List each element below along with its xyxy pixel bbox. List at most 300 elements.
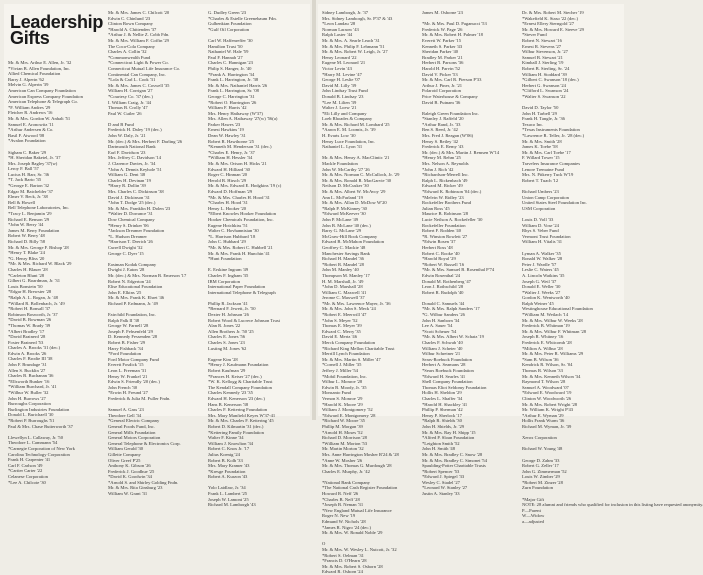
donor-entry: Lucius H. Barr, Sr. '36 [8, 171, 50, 177]
donor-entry: *General Electric Company [108, 418, 160, 424]
donor-entry: Charles S. Jones '23 [208, 340, 245, 346]
donor-entry: *Albert Bradley '17 [8, 328, 45, 334]
donor-entry: Mr. & Mrs. George F. Bishop '28 [8, 244, 69, 250]
donor-entry: Robert B. Fisher '29 [108, 340, 146, 346]
donor-entry: Philip S. Hanger, Jr. '40 [208, 65, 252, 71]
donor-entry: Barry J. Alperin '62 [8, 76, 45, 82]
donor-entry: Wilbur Schreiner '21 [422, 351, 461, 357]
donor-entry: *Harrison T. Drerich '26 [108, 239, 153, 245]
donor-entry: David D. Taylor '50 [522, 105, 559, 111]
donor-entry: *Cartier Carter '22 [8, 468, 43, 474]
donor-entry: Mrs. Allen A. Hathaway '27(w) '56(a) [208, 116, 278, 122]
donor-entry: Edward H. Kenerson '23 (dec.) [208, 395, 265, 401]
donor-entry: *Anne W. Mosher '26 [322, 457, 363, 463]
donor-entry: *Harold Royal '29 [422, 256, 456, 262]
donor-entry: F. Willard Tower '15 [522, 155, 560, 161]
donor-entry: *Milton A. Wilbur '28 [522, 345, 563, 351]
donor-entry: Thomas Eliot Seldomy Foundation [422, 384, 487, 390]
donor-entry: Henry L. Hooker '20 [208, 205, 247, 211]
donor-entry: Merrill Lynch Foundation [322, 351, 370, 357]
donor-column-3 [208, 10, 307, 508]
donor-entry: *Mobil Foundation, Inc. [322, 373, 367, 379]
donor-entry: Hollis Frank Wurm '36 [522, 418, 565, 424]
donor-entry: Elise Educational Foundation [108, 284, 163, 290]
donor-entry: Theodore L. Cammann '54 [8, 440, 58, 446]
donor-entry: Mr. & Mrs. Ray H. Shipp '15 [422, 429, 476, 435]
donor-entry: George W. Farnell '28 [108, 323, 149, 329]
donor-entry: *Kresge Foundation [208, 468, 246, 474]
donor-entry: Edmund W. Nichols '28 [322, 519, 366, 525]
donor-entry: Vermont Trust Foundation [522, 233, 571, 239]
donor-entry: Eastman Kodak Company [108, 261, 157, 267]
donor-entry: J. Clarence Davies, Jr. '34 [108, 161, 156, 167]
donor-entry: Frank L. Harrington, Sr. '08 [208, 88, 259, 94]
donor-entry: Dexter H. Johnson '26 [208, 312, 249, 318]
donor-entry: Vernon S. Monroe '29 [322, 395, 363, 401]
donor-entry: *John T. Dodge '25 (dec.) [108, 200, 156, 206]
donor-entry: Thomas E. Meyer '39 [322, 323, 362, 329]
donor-entry: *Robert R. Mandel '28 [322, 261, 364, 267]
donor-entry: Robert N. Edgerton '24 [108, 278, 151, 284]
donor-entry: *Lee M. Lilien '39 [322, 99, 357, 105]
donor-entry: *Harold K. Moore '29 [322, 401, 363, 407]
donor-entry: Merck Company Foundation [322, 340, 376, 346]
donor-column-6 [522, 10, 703, 525]
donor-entry: Jeffrey J. Miller '54 [322, 368, 358, 373]
donor-entry: The Coca-Cola Company [108, 43, 155, 49]
donor-entry: *Carnegie Corporation of New York [8, 445, 75, 451]
donor-entry: Robert D. Kilmartin '31 (dec.) [208, 423, 264, 429]
donor-entry: *Charles B. Neff '28 [322, 496, 360, 502]
donor-entry: James M. Berry Foundation [8, 227, 60, 233]
donor-entry: Robert Wood & Lucrece Johnson Trust [208, 317, 280, 323]
donor-entry: Ben S. Reed, Jr. '42 [422, 127, 458, 133]
donor-entry: Lyman A. Walker '35 [522, 250, 561, 256]
donor-entry: Robert C. Rooke '40 [422, 250, 460, 256]
page-title [10, 14, 103, 46]
donor-entry: *Mr. & Mrs. Paul D. Paganucci '53 [422, 21, 487, 27]
donor-entry: Robert B. Kolb '33 [208, 457, 243, 463]
donor-entry: Hooker Chemicals Foundation, Inc. [208, 216, 274, 222]
donor-entry: Currell Dwight '32 [108, 244, 143, 250]
donor-entry: Frederick E. Remy '43 [422, 144, 464, 150]
donor-entry: Mrs. Mary Manfield Keyes W'37-41 [208, 412, 276, 418]
donor-entry: Herbert A. Seamans '28 [422, 362, 466, 368]
donor-entry: Mr. (dec.) & Mrs. Martin J. Remsen W'14 [422, 149, 500, 155]
donor-entry: *Gulf Oil Corporation [208, 26, 250, 32]
donor-entry: Edward B. McMahon Foundation [322, 239, 385, 245]
donor-entry: Mr. & Mrs. Charles F. Kettering '45 [208, 418, 274, 424]
donor-entry: *Arthur E. Wyman '29 [522, 412, 564, 418]
donor-entry: Bradley M. Parker '21 [422, 54, 463, 60]
donor-entry: *Robert M. Zinzer '28 [522, 479, 563, 485]
donor-entry: Mrs. N. Pitkerry Tuck W'19 [522, 172, 574, 178]
donor-entry: *Richardson-Merrell Inc. [422, 172, 469, 178]
donor-entry: Melvin G. Alperin '39 [8, 82, 49, 88]
donor-entry: John G. Zimmerman '52 [522, 468, 567, 474]
donor-entry: Robert F. Rodden '40 [422, 228, 461, 234]
donor-entry: William J. Montgomery '52 [322, 407, 373, 413]
donor-entry: Gordon K. Wentworth '40 [522, 295, 570, 301]
donor-entry: Mr. & Mrs. Richard M. Lombard '25 [322, 121, 390, 127]
donor-entry: *Elbert Knowles Hooker Foundation [208, 211, 277, 217]
donor-entry: Henry Luce Foundation, Inc. [322, 138, 376, 144]
donor-entry: Mr. & Mrs. James C. Coswell '35 [108, 82, 170, 88]
donor-entry: Polaroid Corporation [422, 88, 461, 94]
donor-entry: *Joseph B. Neman '31 [322, 502, 364, 508]
donor-entry: Robert C. Knox Jr. '17 [208, 446, 250, 452]
donor-entry: Wesley C. Stadel '27 [422, 479, 460, 485]
donor-entry: Charles E. Murphy, Jr. '42 [322, 468, 370, 474]
donor-entry: *New England Mutual Life Insurance [322, 507, 392, 513]
donor-entry: William J. Scheier '40 [422, 345, 463, 351]
donor-entry: Mr. & Mrs. Bradley C. Snow '28 [422, 451, 483, 457]
donor-entry: Rhys S. Veber Fund [522, 228, 559, 234]
donor-entry: Edward H. Hilliard '30 [208, 166, 250, 172]
donor-entry: Price Waterhouse & Company [422, 93, 478, 99]
donor-entry: Julius Koenig '24 [208, 451, 240, 457]
donor-entry: *Stever Fund [522, 32, 547, 38]
donor-entry: Yolo Laidlaw, Jr. '34 [208, 485, 246, 491]
donor-entry: John P. McLane '49 [322, 216, 359, 222]
donor-entry: *Wilbur W. Buller '32 [8, 390, 49, 396]
donor-entry: D. Kennedy Fessenden '28 [108, 334, 158, 340]
donor-entry: *H. Sheridan Baketel, Jr. '37 [8, 155, 61, 161]
donor-entry: *Frank A. Harrington '34 [208, 71, 255, 77]
donor-entry: Kimball J. Sterling '19 [522, 60, 564, 66]
donor-entry: Harold H. Parvin '52 [422, 65, 461, 71]
donor-entry: Sidney Lamborgh, Jr. '37 [322, 10, 369, 15]
donor-entry: Herbert Ross '48 [422, 244, 453, 250]
donor-entry: Parker Hawes '23 [208, 121, 241, 127]
donor-entry: General Telephone & Electronics Corp. [108, 440, 181, 446]
donor-entry: *Robert W. Russell '16 [422, 261, 465, 267]
donor-entry: *Harry M. Levine '47 [322, 71, 362, 77]
donor-entry: W—Widow [522, 513, 545, 519]
donor-entry: Robert N. Stewart '16 [522, 37, 562, 43]
donor-entry: *G. Wilbur Sanders '26 [422, 312, 465, 318]
donor-entry: Walter J. Loew '21 [322, 105, 357, 111]
donor-entry: Mr. & Mrs. Robert S. Osborn '28 [322, 563, 383, 569]
donor-entry: Louis D. Voll '33 [522, 216, 554, 222]
donor-entry: John C. Hubbard '29 [208, 239, 246, 245]
donor-entry: NOTE: 28 alumni and friends who qualified for inclusion in this listing have requested anonymity. [522, 502, 703, 508]
donor-entry: *Ellsworth Bunker '16 [8, 378, 50, 384]
donor-entry: Frank L. Lambert '25 [208, 491, 248, 497]
donor-entry: American Express Company Foundation [8, 93, 83, 99]
donor-entry: Gulbenkian Foundation [208, 21, 252, 27]
donor-entry: Geoffrey C. Mackie '48 [322, 244, 366, 250]
donor-entry: William W. Grant '31 [108, 491, 148, 497]
donor-entry: Zurn Foundation [522, 485, 554, 491]
donor-entry: Eugene Kim '28 [208, 356, 238, 362]
donor-entry: Mr. & Mrs. Nathaniel Harris '26 [208, 82, 268, 88]
donor-entry: Travelers Insurance Companies [522, 161, 581, 167]
donor-entry: *Henry S. Drinker '06 [108, 222, 149, 228]
donor-entry: Robert W. Berry '48 [8, 233, 45, 239]
donor-entry: William J. Knowlton '34 [208, 440, 254, 446]
donor-entry: Robert G. Zeller '17 [522, 463, 559, 469]
donor-entry: Mr. & Mrs. W. Wesley L. Nutcott, Jr. '32 [322, 547, 397, 552]
donor-entry: William H. Corrigan '27 [108, 88, 153, 94]
donor-entry: Richard H. Mandel '36 [322, 256, 364, 262]
donor-entry: *Lola & Carl L. Cook '31 [108, 77, 156, 83]
donor-entry: *Mr. & Mrs. Richard W. Black '29 [8, 261, 72, 267]
donor-entry: Robert B. Sterling, Sr. '24 [522, 65, 570, 71]
donor-entry: *L. Hudson Dreamer [108, 233, 147, 239]
donor-entry: John M. Manley '40 [322, 267, 359, 273]
donor-entry: Fletcher R. Andrews '16 [8, 110, 53, 116]
donor-entry: Charles F. Kettering Foundation [208, 407, 268, 413]
donor-entry: Mr. & Mrs. A. Searle Leach '31 [322, 37, 380, 43]
donor-entry: *Ralph P. McKinney '30 [322, 205, 367, 211]
donor-entry: Allen Brothers Jr. '50 '25 [208, 328, 254, 334]
donor-entry: *Edward E. Montgomery '28 [322, 412, 376, 418]
donor-entry: Richard D. Morrison '28 [322, 435, 367, 441]
donor-entry: Mr. & Mrs. Gordon W. Anhalt '51 [8, 115, 71, 121]
donor-entry: *Robert H. Bonsall '37 [8, 306, 51, 312]
donor-entry: *Edgar H. Brewster '28 [8, 289, 52, 295]
donor-entry: Ernest R. Stevens '27 [522, 43, 562, 49]
donor-entry: Edwin S. Friendly '20 (dec.) [108, 379, 160, 385]
donor-entry: Joseph G. Weil '37 [522, 278, 557, 284]
donor-entry: Continental Can Company, Inc. [108, 71, 167, 77]
donor-entry: William D. Vose '24 [522, 222, 559, 228]
donor-entry: Robert T. Tuach '12 [522, 177, 559, 183]
donor-entry: Mrs. Sidney Lamborgh, Sr. P'37 & '43 [322, 15, 393, 21]
donor-entry: Charles E. Jones '56 [208, 334, 246, 340]
donor-entry: American Can Company Foundation [8, 87, 76, 93]
donor-entry: *Mr. & Mrs. Robert C. Hubbell '21 [208, 244, 273, 250]
donor-entry: *Sears Roebuck Foundation [422, 368, 474, 373]
donor-entry: Ford Motor Company Fund [108, 356, 159, 362]
donor-entry: *Texas Instruments Foundation [522, 127, 580, 133]
donor-entry: Mr. & Mrs. Wilbur W. Weeks '28 [522, 317, 583, 323]
donor-entry: Ralph Laster '44 [322, 32, 353, 38]
donor-entry: *Robert O. Harrington '26 [208, 99, 257, 105]
donor-entry: *Willard R. Bollenbach, Jr. '49 [8, 300, 65, 306]
donor-entry: Wilbur L. Monroe '28 [322, 379, 363, 385]
donor-entry: *Harold A. Chittenden '37 [108, 26, 157, 32]
donor-entry: *Bernard F. Jewett, Jr. '50 [208, 306, 256, 312]
donor-entry: Barry G. McLane '29 [322, 228, 362, 234]
donor-entry: Richard W. Young '48 [522, 446, 563, 452]
donor-entry: Monsanto Fund [322, 390, 351, 396]
donor-entry: John F. Brundage '31 [8, 362, 47, 368]
donor-entry: *Walter J. Weeks '27 [522, 289, 561, 295]
donor-entry: *Henry M. Rehm '25 [422, 155, 461, 161]
donor-entry: Everett Fosdick '15 [108, 362, 144, 368]
donor-entry: E. Erskine Ingram '49 [208, 267, 249, 273]
donor-entry: *John D. Marshall '28 [322, 284, 363, 290]
donor-entry: Charles L. Shaffer '34 [422, 395, 463, 401]
donor-entry: General Mills Foundation [108, 429, 156, 435]
donor-entry: *Ernest Ellery Sterngold '27 [522, 21, 574, 27]
donor-entry: Frederick B. Whitman '19 [522, 323, 570, 329]
donor-entry: *T. Jack Barto '35 [8, 177, 42, 183]
donor-entry: Jerome C. Maxwell '37 [322, 295, 365, 301]
donor-entry: Frank H. Carpenter '41 [8, 457, 51, 463]
donor-entry: George H. Leslie '07 [322, 77, 360, 83]
donor-entry: William F. Harris '42 [208, 105, 247, 111]
donor-entry: Mr. & Mrs. Robert H. Palmer '18 [422, 32, 483, 38]
donor-entry: Frederick E. Whitcomb '28 [522, 340, 572, 346]
donor-entry: Kenneth S. Parker '43 [422, 43, 463, 49]
donor-entry: Sheridan Parker '40 [422, 49, 459, 55]
donor-entry: *Avalon Foundation [8, 138, 46, 144]
donor-entry: *G. Henry Bliss '20 [8, 255, 45, 261]
donor-entry: Alan R. Jones '22 [208, 323, 241, 329]
donor-entry: *Robert E. Meerwill '47 [322, 312, 367, 318]
donor-entry: Mr. & Mrs. Wilbur F. Whitman '28 [522, 328, 587, 334]
donor-column-1 [8, 60, 107, 485]
donor-entry: Mr. & Mrs. Martin S. Miller '47 [322, 356, 381, 362]
donor-entry: Richard M. Lamborgh '43 [208, 502, 256, 508]
donor-entry: *Aaron E. M. Loomis, Jr. '39 [322, 127, 376, 133]
donor-column-2 [108, 10, 207, 497]
donor-entry: Donald B. Lindsay '23 [322, 93, 364, 99]
donor-entry: John W. Daly, Jr. '21 [108, 133, 146, 139]
donor-entry: Edwin Rosenthal '24 [422, 272, 461, 278]
donor-entry: Mr. (dec.) & Mrs. Herbert F. Darling '26 [108, 138, 183, 144]
donor-entry: Charles A. Brooks '31 (dec.) [8, 345, 61, 351]
donor-entry: Paul W. Cutler '26 [108, 110, 142, 116]
donor-column-4 [322, 10, 421, 575]
left-page [4, 4, 310, 508]
donor-entry: Donald M. Rothenberg '47 [422, 278, 471, 284]
donor-entry: *Walter D. Dorrance '31 [108, 211, 153, 217]
donor-entry: Victor Levin '43 [322, 65, 352, 71]
donor-entry: *Sam B. Wilson '36 [522, 356, 559, 362]
donor-entry: John H. Smith '48 [422, 446, 455, 452]
donor-entry: John H. Shields, Jr. '29 [422, 423, 465, 429]
donor-entry: *Charles & Estelle Greenebaum Fdn. [208, 15, 277, 21]
donor-entry: *Jackson Dreamer Foundation [108, 228, 165, 234]
donor-entry: *David Brainerd '28 [8, 334, 46, 340]
donor-entry: John W. McCarthy '27 '26 [322, 166, 370, 172]
donor-entry: Herbert G. Swanson '24 [522, 82, 566, 88]
right-page [318, 4, 703, 575]
donor-entry: *Connecticut Light & Power Co. [108, 60, 169, 66]
donor-entry: Xerox Corporation [522, 435, 557, 441]
donor-entry: Ernest Hawkins '19 [208, 127, 244, 133]
donor-entry: *Charles E. Henry, Jr. '37 [208, 149, 255, 155]
donor-entry: *Edward J. Spiegel '33 [422, 474, 465, 480]
donor-entry: *Henry T. Blake '24 [8, 250, 45, 256]
title-line-2: Gifts [10, 28, 50, 48]
donor-entry: I. William Craig, Jr. '44 [108, 99, 152, 105]
donor-entry: Lee A. Sauer '54 [422, 323, 453, 329]
donor-entry: *Richard W. Moore '35 [322, 418, 365, 424]
donor-entry: *Cornell J. Miller '35 [322, 362, 362, 368]
donor-entry: Leslie C. Waters '45 [522, 267, 559, 273]
donor-entry: *Leon Landau '28 [322, 21, 356, 27]
donor-entry: Joseph R. Whitney '16 [522, 334, 564, 340]
donor-entry: Theodore Gell '34 [108, 412, 142, 418]
donor-entry: Frederick W. Page '26 [422, 26, 463, 32]
donor-entry: Mr. & Mrs. Norman C. McCulloch, Jr. '29 [322, 172, 400, 178]
donor-entry: *Arnold S. and Shirley Golding Fndn. [108, 479, 179, 485]
donor-entry: Eugene Hotchkiss '51 [208, 222, 248, 228]
donor-entry: *Mr. & Mrs. Ralph Sanders '17 [422, 306, 480, 312]
donor-entry: Nathaniel L. Lyon '31 [322, 144, 363, 150]
donor-entry: Charles H. Blauer '28 [8, 266, 48, 272]
donor-entry: Neilson D. McCusker '30 [322, 183, 369, 189]
donor-entry: *William H. Hessler '34 [208, 155, 253, 161]
donor-entry: Edwin A. Brooks '26 [8, 350, 47, 356]
donor-entry: Oliver Greef P'25 [108, 457, 141, 463]
donor-entry: Mrs. Fred J. Reagan (W'06) [422, 133, 474, 139]
donor-entry: International Telephone & Telegraph [208, 289, 276, 295]
donor-entry: Ralph Weiner '45 [522, 300, 554, 306]
donor-entry: Clinton Bown Company [108, 21, 153, 27]
donor-entry: Mr. & Mrs. W. Ronald Noble '29 [322, 530, 383, 536]
donor-entry: *Wakefield K. Staso '22 (dec.) [522, 15, 579, 21]
donor-entry: International Paper Foundation [208, 284, 266, 290]
donor-entry: Bell & Howell [8, 199, 36, 205]
donor-entry: Charles B. Buchanan '36 [8, 373, 54, 379]
donor-entry: Mrs. Charles C. Dickinson '38 [108, 189, 164, 194]
donor-entry: General Foods Fund, Inc. [108, 423, 155, 429]
donor-entry: Manchester Savings Bank [322, 250, 370, 256]
donor-entry: Charles Kennedy '23 '35 [208, 390, 253, 396]
donor-entry: Carl W. Haffenreffer '30 [208, 37, 253, 43]
donor-entry: H. Evarts Low '30 [322, 133, 356, 139]
donor-entry: James K. Toebe '58 [522, 144, 558, 150]
donor-entry: *Hunt Foundation [208, 256, 242, 262]
donor-entry: Mr. William K. Wright P'43 [522, 407, 574, 413]
donor-entry: David B. Putnam '36 [422, 99, 461, 105]
donor-entry: Mackle Foundation [322, 161, 358, 167]
donor-entry: *Arthur Rand, Jr. '33 [422, 121, 461, 127]
donor-entry: Mr. & Mrs. William F. Coffin '29 [108, 37, 169, 43]
donor-entry: Robert R. Hawthorne '25 [208, 138, 254, 144]
donor-entry: Henry P. Sherlock '17 [422, 412, 462, 418]
donor-entry: Gilbert G. Boardman, Jr. '31 [8, 278, 60, 284]
donor-entry: a—adjusted [522, 519, 544, 525]
donor-entry: *Ralph R. Shields '30 [422, 418, 462, 424]
donor-entry: Mr. & Mrs. Arthur E. Allen, Jr. '32 [8, 60, 72, 65]
donor-entry: Shell Company Foundation [422, 379, 473, 385]
donor-entry: *Mr. & Mrs. Charles H. Hood '31 [208, 194, 270, 200]
donor-entry: Richard D. Billy '58 [8, 239, 46, 244]
donor-entry: William G. Dent '48 [108, 172, 146, 178]
donor-entry: Union Camp Corporation [522, 194, 569, 200]
donor-entry: Charles F. Ingham '35 [208, 272, 249, 278]
donor-entry: *R. Winston Rowlett '27 [422, 233, 468, 239]
donor-entry: Burlington Industries Foundation [8, 406, 70, 412]
donor-entry: Frank L. Harrington, Jr. '38 [208, 77, 259, 83]
donor-entry: O [322, 541, 326, 547]
donor-entry: Lusting M. Jones '62 [208, 345, 247, 351]
donor-entry: Dartmouth National Bank [108, 144, 156, 150]
donor-entry: John B. McLane '40 (dec.) [322, 222, 371, 228]
donor-entry: Walter F. Kinne '34 [208, 435, 244, 441]
donor-entry: *Edward K. Robinson '04 (dec.) [422, 189, 482, 194]
donor-entry: Mrs. Joseph Bagley '37(w) [8, 160, 58, 166]
donor-entry: Raleigh Green Foundation Inc. [422, 110, 479, 116]
donor-entry: *W. K. Kellogg & Charitable Trust [208, 379, 273, 385]
donor-entry: Samuel B. Stewart '21 [522, 54, 563, 60]
donor-entry: *Vivian B. Allen Foundation, Inc. [8, 65, 71, 71]
donor-entry: Richard Umbers '23 [522, 189, 559, 194]
donor-entry: David M. Lilly '39 [322, 82, 357, 88]
donor-entry: Mr. & Mrs. Allan D. McDow W'20 [322, 200, 387, 206]
donor-entry: James M. Osborne '23 [422, 10, 463, 15]
donor-entry: *Arnold H. Moses '52 [322, 429, 363, 435]
donor-entry: Mr. & Mrs. Rita Ginsburg '23 [108, 485, 163, 491]
donor-entry: Henry S. Reiley '42 [422, 138, 459, 144]
